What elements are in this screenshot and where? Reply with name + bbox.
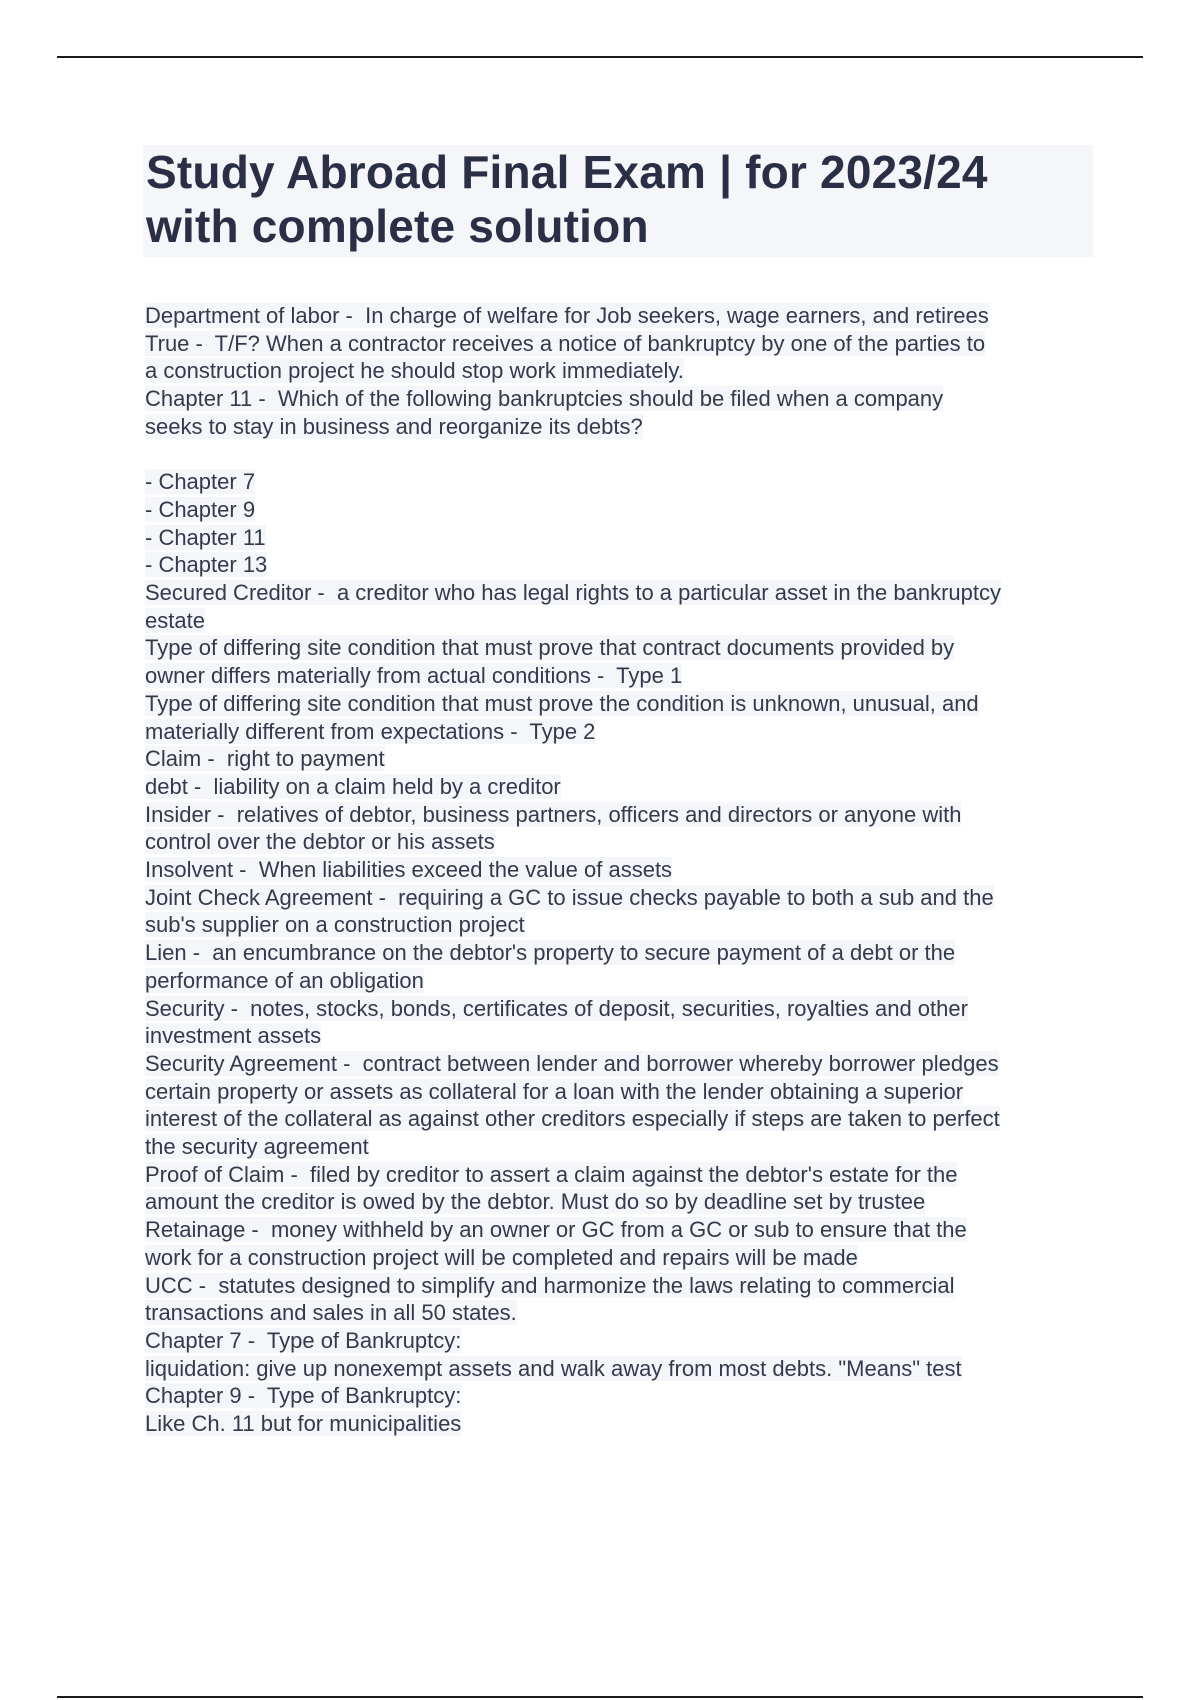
body-line <box>145 995 1095 1023</box>
body-line <box>145 884 1095 912</box>
body-line-text: transactions and sales in all 50 states. <box>145 1300 517 1326</box>
body-line-text: Chapter 7 - Type of Bankruptcy: <box>145 1328 462 1353</box>
body-line-text: - Chapter 7 <box>145 469 256 495</box>
body-line <box>145 828 1095 856</box>
body-line <box>145 468 1095 496</box>
body-line <box>145 662 1095 690</box>
body-line <box>145 939 1095 967</box>
body-line-text: owner differs materially from actual conditions - Type 1 <box>145 663 683 689</box>
body-line-text: Secured Creditor - a creditor who has legal rights to a particular asset in the bankruptcy <box>145 580 1001 606</box>
document-body <box>145 302 1095 1438</box>
body-line-text: certain property or assets as collateral for a loan with the lender obtaining a superior <box>145 1078 964 1104</box>
body-line-text: Retainage - money withheld by an owner or GC from a GC or sub to ensure that the <box>145 1217 967 1243</box>
body-line-text: UCC - statutes designed to simplify and harmonize the laws relating to commercial <box>145 1272 955 1298</box>
body-line-text: liquidation: give up nonexempt assets and walk away from most debts. "Means" test <box>145 1355 962 1381</box>
body-line-text: Proof of Claim - filed by creditor to assert a claim against the debtor's estate for the <box>145 1161 958 1187</box>
title-line: with complete solution <box>146 200 649 252</box>
body-line <box>145 690 1095 718</box>
body-line <box>145 856 1095 884</box>
body-line-text: Department of labor - In charge of welfare for Job seekers, wage earners, and retirees <box>145 303 989 328</box>
body-line <box>145 1299 1095 1327</box>
body-line <box>145 911 1095 939</box>
body-line <box>145 773 1095 801</box>
title-line: Study Abroad Final Exam | for 2023/24 <box>146 146 988 198</box>
body-line <box>145 302 1095 330</box>
body-line <box>145 1022 1095 1050</box>
body-line <box>145 1410 1095 1438</box>
body-line <box>145 385 1095 413</box>
blank-line <box>145 441 1095 469</box>
body-line <box>145 330 1095 358</box>
body-line <box>145 1105 1095 1133</box>
body-line-text: Insolvent - When liabilities exceed the value of assets <box>145 857 673 883</box>
body-line-text: the security agreement <box>145 1134 369 1160</box>
body-line <box>145 1272 1095 1300</box>
body-line-text: materially different from expectations - Type 2 <box>145 718 596 744</box>
body-line <box>145 1050 1095 1078</box>
body-line-text: Claim - right to payment <box>145 746 385 772</box>
body-line <box>145 1355 1095 1383</box>
body-line-text: interest of the collateral as against other creditors especially if steps are taken to perfect <box>145 1106 1000 1132</box>
body-line <box>145 1216 1095 1244</box>
body-line-text: performance of an obligation <box>145 967 424 993</box>
body-line <box>145 1188 1095 1216</box>
body-line <box>145 357 1095 385</box>
body-line-text: Type of differing site condition that must prove the condition is unknown, unusual, and <box>145 690 979 716</box>
body-line-text: estate <box>145 607 205 633</box>
body-line <box>145 1161 1095 1189</box>
body-line <box>145 524 1095 552</box>
body-line-text: Security Agreement - contract between lender and borrower whereby borrower pledges <box>145 1050 999 1076</box>
body-line <box>145 607 1095 635</box>
body-line-text: sub's supplier on a construction project <box>145 912 525 938</box>
page-title <box>146 145 1086 253</box>
body-line <box>145 1078 1095 1106</box>
body-line-text: amount the creditor is owed by the debtor. Must do so by deadline set by trustee <box>145 1189 926 1215</box>
body-line-text: Joint Check Agreement - requiring a GC to issue checks payable to both a sub and the <box>145 884 994 910</box>
body-line-text: Chapter 9 - Type of Bankruptcy: <box>145 1383 462 1409</box>
body-line <box>145 801 1095 829</box>
body-line <box>145 634 1095 662</box>
body-line <box>145 413 1095 441</box>
body-line-text: Insider - relatives of debtor, business partners, officers and directors or anyone with <box>145 801 962 827</box>
body-line <box>145 967 1095 995</box>
body-line <box>145 745 1095 773</box>
body-line-text: Chapter 11 - Which of the following bankruptcies should be filed when a company <box>145 386 944 412</box>
body-line-text: Like Ch. 11 but for municipalities <box>145 1411 462 1437</box>
body-line-text: Lien - an encumbrance on the debtor's property to secure payment of a debt or the <box>145 940 956 966</box>
body-line-text: - Chapter 11 <box>145 524 266 550</box>
body-line-text: work for a construction project will be completed and repairs will be made <box>145 1244 858 1270</box>
body-line <box>145 1244 1095 1272</box>
body-line <box>145 551 1095 579</box>
body-line-text: seeks to stay in business and reorganize its debts? <box>145 413 643 439</box>
body-line-text: a construction project he should stop work immediately. <box>145 358 684 384</box>
body-line-text: debt - liability on a claim held by a creditor <box>145 773 561 799</box>
body-line <box>145 1133 1095 1161</box>
body-line-text: - Chapter 13 <box>145 552 268 578</box>
body-line-text: True - T/F? When a contractor receives a notice of bankruptcy by one of the parties to <box>145 330 986 356</box>
body-line <box>145 1327 1095 1355</box>
body-line-text: control over the debtor or his assets <box>145 829 495 855</box>
header-divider <box>57 56 1143 58</box>
body-line-text: - Chapter 9 <box>145 496 256 522</box>
body-line-text: Security - notes, stocks, bonds, certificates of deposit, securities, royalties and other <box>145 995 968 1021</box>
body-line <box>145 496 1095 524</box>
body-line-text: Type of differing site condition that must prove that contract documents provided by <box>145 635 955 661</box>
body-line <box>145 579 1095 607</box>
footer-divider <box>57 1696 1143 1698</box>
body-line <box>145 718 1095 746</box>
body-line <box>145 1382 1095 1410</box>
body-line-text: investment assets <box>145 1023 322 1049</box>
